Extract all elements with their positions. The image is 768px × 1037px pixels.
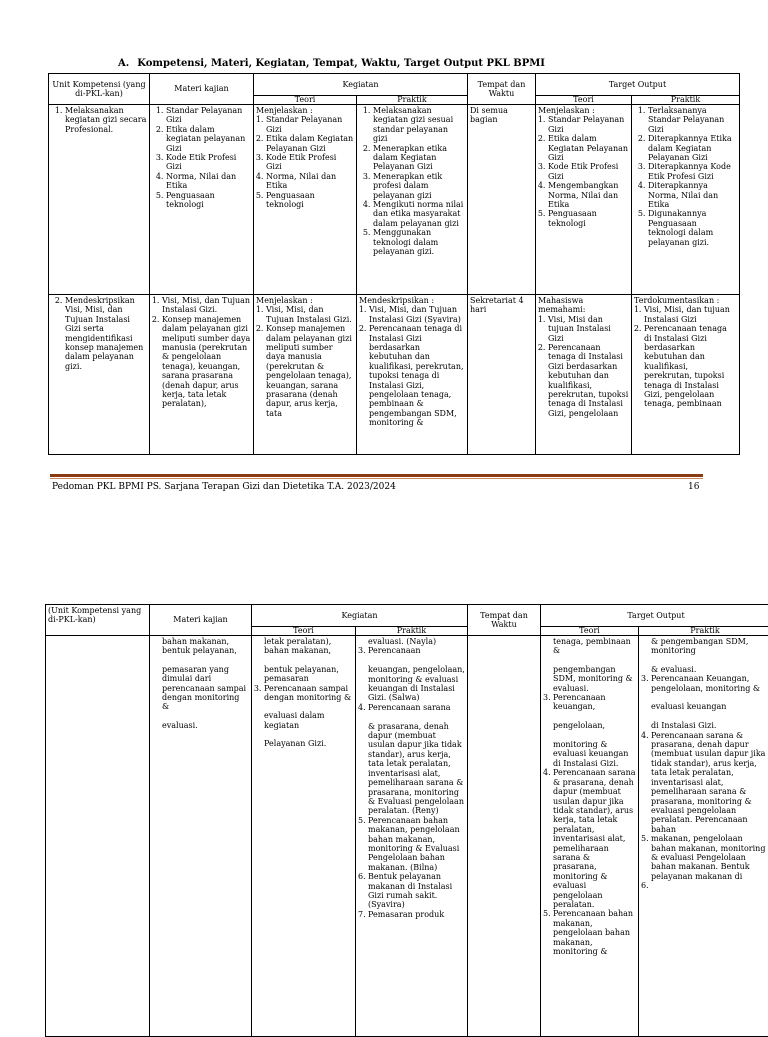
list-item: 4. Norma, Nilai dan Etika (266, 172, 354, 191)
header-target-teori: Teori (536, 96, 632, 105)
list-item: 2. Etika dalam kegiatan pelayanan Gizi (166, 125, 251, 153)
text-line: pengembangan SDM, monitoring & evaluasi. (553, 665, 636, 693)
text-line: letak peralatan), bahan makanan, (264, 637, 353, 656)
cell-intro: Menjelaskan : (256, 106, 354, 115)
list-number: 3. (358, 646, 368, 702)
text-line: pemasaran yang dimulai dari perencanaan sampai dengan monitoring & (162, 665, 249, 712)
list-item: 4. Norma, Nilai dan Etika (166, 172, 251, 191)
list-item: 1. Standar Pelayanan Gizi (548, 115, 629, 134)
text-line: & pengembangan SDM, monitoring (651, 637, 768, 656)
list-item: 4. Diterapkannya Norma, Nilai dan Etika (648, 181, 737, 209)
header-target-praktik: Praktik (639, 627, 768, 636)
list-item: 2. Menerapkan etika dalam Kegiatan Pelayanan Gizi (373, 144, 465, 172)
cell-materi (150, 105, 254, 295)
list-item: 5. Menggunakan teknologi dalam pelayanan gizi. (373, 228, 465, 256)
praktik-items (358, 646, 465, 919)
header-praktik: Praktik (356, 627, 468, 636)
list-item (358, 646, 465, 702)
page-17 (0, 500, 768, 1024)
list-text: Perencanaan keuangan, pengelolaan, monitoring & evaluasi keuangan di Instalasi Gizi. (553, 693, 636, 768)
text-line: bentuk pelayanan, pemasaran (264, 665, 353, 684)
text-line: bahan makanan, bentuk pelayanan, (162, 637, 249, 656)
footer-text: Pedoman PKL BPMI PS. Sarjana Terapan Gizi dan Dietetika T.A. 2023/2024 (52, 482, 396, 492)
cell-target-teori (536, 105, 632, 295)
list-item: 1. Melaksanakan kegiatan gizi sesuai standar pelayanan gizi (373, 106, 465, 144)
cell-teori (254, 105, 357, 295)
text-line: tenaga, pembinaan & (553, 637, 636, 656)
header-target-teori: Teori (541, 627, 639, 636)
list-number: 6. (358, 872, 368, 910)
list-text: Bentuk pelayanan makanan di Instalasi Gizi rumah sakit. (Syavira) (368, 872, 465, 910)
header-target: Target Output (541, 605, 768, 627)
header-materi: Materi kajian (150, 74, 254, 105)
list-item: 2. Konsep manajemen dalam pelayanan gizi meliputi sumber daya manusia (perekrutan & pengelolaan tenaga), keuangan, sarana prasarana (denah dapur, arus kerja, tata letak peralatan), (162, 315, 251, 409)
cell-intro: Menjelaskan : (256, 296, 354, 305)
list-number: 5. (543, 909, 553, 956)
text-line: Pelayanan Gizi. (264, 739, 353, 748)
list-item: 3. Menerapkan etik profesi dalam pelayanan gizi (373, 172, 465, 200)
list-item: 5. Penguasaan teknologi (548, 209, 629, 228)
list-text: Perencanaan sarana & prasarana, denah dapur (membuat usulan dapur jika tidak standar), arus kerja, tata letak peralatan, inventarisasi alat, pemeliharaan sarana & prasarana, monitoring & evaluasi pengelolaan peralatan. Perencanaan bahan (651, 731, 768, 834)
list-number: 7. (358, 910, 368, 919)
cell-unit (49, 295, 150, 455)
header-tempat: Tempat dan Waktu (468, 605, 541, 636)
list-item: 5. Penguasaan teknologi (166, 191, 251, 210)
list-item (358, 816, 465, 872)
header-unit: (Unit Kompetensi yang di-PKL-kan) (46, 605, 150, 636)
list-item: 2. Etika dalam Kegiatan Pelayanan Gizi (266, 134, 354, 153)
cell-tempat: Di semua bagian (468, 105, 536, 295)
list-number: 5. (358, 816, 368, 872)
text-line: evaluasi. (162, 721, 249, 730)
list-number: 4. (543, 768, 553, 909)
section-label: A. (118, 58, 129, 69)
list-item: 1. Visi, Misi dan tujuan Instalasi Gizi (548, 315, 629, 343)
cell-materi (150, 295, 254, 455)
cell-praktik (357, 105, 468, 295)
cell-intro: Menjelaskan : (538, 106, 629, 115)
text-line: evaluasi dalam kegiatan (264, 711, 353, 730)
list-text: Perencanaan Keuangan, pengelolaan, monitoring & evaluasi keuangan di Instalasi Gizi. (651, 674, 768, 730)
list-item: 1. Visi, Misi, dan tujuan Instalasi Gizi (644, 305, 737, 324)
list-item (358, 703, 465, 816)
cell-intro: Mahasiswa memahami: (538, 296, 629, 315)
list-item (543, 768, 636, 909)
header-teori: Teori (254, 96, 357, 105)
list-item: 5. Digunakannya Penguasaan teknologi dalam pelayanan gizi. (648, 209, 737, 247)
list-item: 2. Konsep manajemen dalam pelayanan gizi meliputi sumber daya manusia (perekrutan & pengelolaan tenaga), keuangan, sarana prasarana (denah dapur, arus kerja, tata (266, 324, 354, 418)
header-teori: Teori (252, 627, 356, 636)
cell-materi (150, 636, 252, 1037)
list-item: 3. Kode Etik Profesi Gizi (166, 153, 251, 172)
table-row (49, 105, 740, 295)
header-kegiatan: Kegiatan (252, 605, 468, 627)
page-16 (0, 0, 768, 500)
competency-table-continued (45, 604, 768, 1037)
section-title-text: Kompetensi, Materi, Kegiatan, Tempat, Waktu, Target Output PKL BPMI (137, 58, 545, 69)
list-item (358, 910, 465, 919)
cell-tempat (468, 636, 541, 1037)
list-item: 2. Diterapkannya Etika dalam Kegiatan Pelayanan Gizi (648, 134, 737, 162)
list-text: Perencanaan bahan makanan, pengelolaan bahan makanan, monitoring & (553, 909, 636, 956)
list-item: 3. Diterapkannya Kode Etik Profesi Gizi (648, 162, 737, 181)
text-line: evaluasi. (Nayla) (358, 637, 465, 646)
list-item: 1. Melaksanakan kegiatan gizi secara Profesional. (65, 106, 147, 134)
section-title (118, 58, 545, 69)
list-item: 1. Visi, Misi, dan Tujuan Instalasi Gizi (Syavira) (369, 305, 465, 324)
cell-intro: Mendeskripsikan : (359, 296, 465, 305)
header-materi: Materi kajian (150, 605, 252, 636)
list-item: 5. Penguasaan teknologi (266, 191, 354, 210)
table-row (49, 295, 740, 455)
list-text: Perencanaan bahan makanan, pengelolaan bahan makanan, monitoring & Evaluasi Pengelolaan bahan makanan. (Bilna) (368, 816, 465, 872)
list-number: 3. (641, 674, 651, 730)
list-text: Perencanaan sarana & prasarana, denah dapur (membuat usulan dapur jika tidak standar), arus kerja, tata letak peralatan, inventarisasi alat, pemeliharaan sarana & prasarana, monitoring & evaluasi pengelolaan peralatan. (553, 768, 636, 909)
header-tempat: Tempat dan Waktu (468, 74, 536, 105)
cell-target-praktik (639, 636, 768, 1037)
list-number: 3. (543, 693, 553, 768)
table-row (46, 636, 768, 1037)
list-item: 2. Etika dalam Kegiatan Pelayanan Gizi (548, 134, 629, 162)
competency-table (48, 73, 740, 455)
cell-teori (252, 636, 356, 1037)
list-number: 5. (641, 834, 651, 881)
list-item: 4. Mengembangkan Norma, Nilai dan Etika (548, 181, 629, 209)
list-item: 4. Mengikuti norma nilai dan etika masyarakat dalam pelayanan gizi (373, 200, 465, 228)
list-text: Perencanaan keuangan, pengelolaan, monitoring & evaluasi keuangan di Instalasi Gizi. (Salwa) (368, 646, 465, 702)
list-number: 4. (358, 703, 368, 816)
cell-unit (46, 636, 150, 1037)
page-number: 16 (688, 482, 699, 492)
header-kegiatan: Kegiatan (254, 74, 468, 96)
list-item: 3. Perencanaan sampai dengan monitoring & (264, 684, 353, 703)
header-praktik: Praktik (357, 96, 468, 105)
list-item (641, 731, 768, 834)
list-text: Perencanaan sarana & prasarana, denah dapur (membuat usulan dapur jika tidak standar), arus kerja, tata letak peralatan, inventarisasi alat, pemeliharaan sarana & prasarana, monitoring & Evaluasi pengelolaan peralatan. (Reny) (368, 703, 465, 816)
list-item (641, 834, 768, 881)
list-item (543, 909, 636, 956)
list-item: 3. Kode Etik Profesi Gizi (548, 162, 629, 181)
cell-tempat: Sekretariat 4 hari (468, 295, 536, 455)
list-item: 1. Visi, Misi, dan Tujuan Instalasi Gizi. (266, 305, 354, 324)
target-teori-items (543, 693, 636, 956)
header-unit: Unit Kompetensi (yang di-PKL-kan) (49, 74, 150, 105)
list-item (358, 872, 465, 910)
list-item: 2. Perencanaan tenaga di Instalasi Gizi berdasarkan kebutuhan dan kualifikasi, perekrutan, tupoksi tenaga di Instalasi Gizi, pengelolaan (548, 343, 629, 418)
list-item: 2. Perencanaan tenaga di Instalasi Gizi berdasarkan kebutuhan dan kualifikasi, perekrutan, tupoksi tenaga di Instalasi Gizi, pengelolaan tenaga, pembinaan (644, 324, 737, 409)
cell-praktik (357, 295, 468, 455)
cell-teori (254, 295, 357, 455)
target-praktik-items (641, 674, 768, 890)
footer-divider-thin (50, 478, 703, 479)
cell-target-praktik (632, 105, 740, 295)
list-item: 2. Mendeskripsikan Visi, Misi, dan Tujuan Instalasi Gizi serta mengidentifikasi konsep manajemen dalam pelayanan gizi. (65, 296, 147, 371)
cell-target-teori (536, 295, 632, 455)
list-item: 1. Terlaksananya Standar Pelayanan Gizi (648, 106, 737, 134)
cell-target-teori (541, 636, 639, 1037)
list-item: 1. Standar Pelayanan Gizi (166, 106, 251, 125)
cell-target-praktik (632, 295, 740, 455)
list-number: 4. (641, 731, 651, 834)
list-item: 1. Visi, Misi, dan Tujuan Instalasi Gizi. (162, 296, 251, 315)
text-line: & evaluasi. (651, 665, 768, 674)
list-item (641, 674, 768, 730)
footer-divider (50, 474, 703, 477)
list-item: 3. Kode Etik Profesi Gizi (266, 153, 354, 172)
header-target-praktik: Praktik (632, 96, 740, 105)
list-text: Pemasaran produk (368, 910, 444, 919)
list-number: 6. (641, 881, 651, 890)
cell-praktik (356, 636, 468, 1037)
header-target: Target Output (536, 74, 740, 96)
list-text: makanan, pengelolaan bahan makanan, monitoring & evaluasi Pengelolaan bahan makanan. Bentuk pelayanan makanan di (651, 834, 768, 881)
list-item: 2. Perencanaan tenaga di Instalasi Gizi berdasarkan kebutuhan dan kualifikasi, perekrutan, tupoksi tenaga di Instalasi Gizi, pengelolaan tenaga, pembinaan & pengembangan SDM, monitoring & (369, 324, 465, 427)
cell-intro: Terdokumentasikan : (634, 296, 737, 305)
list-item (641, 881, 768, 890)
cell-unit (49, 105, 150, 295)
list-item: 1. Standar Pelayanan Gizi (266, 115, 354, 134)
list-item (543, 693, 636, 768)
